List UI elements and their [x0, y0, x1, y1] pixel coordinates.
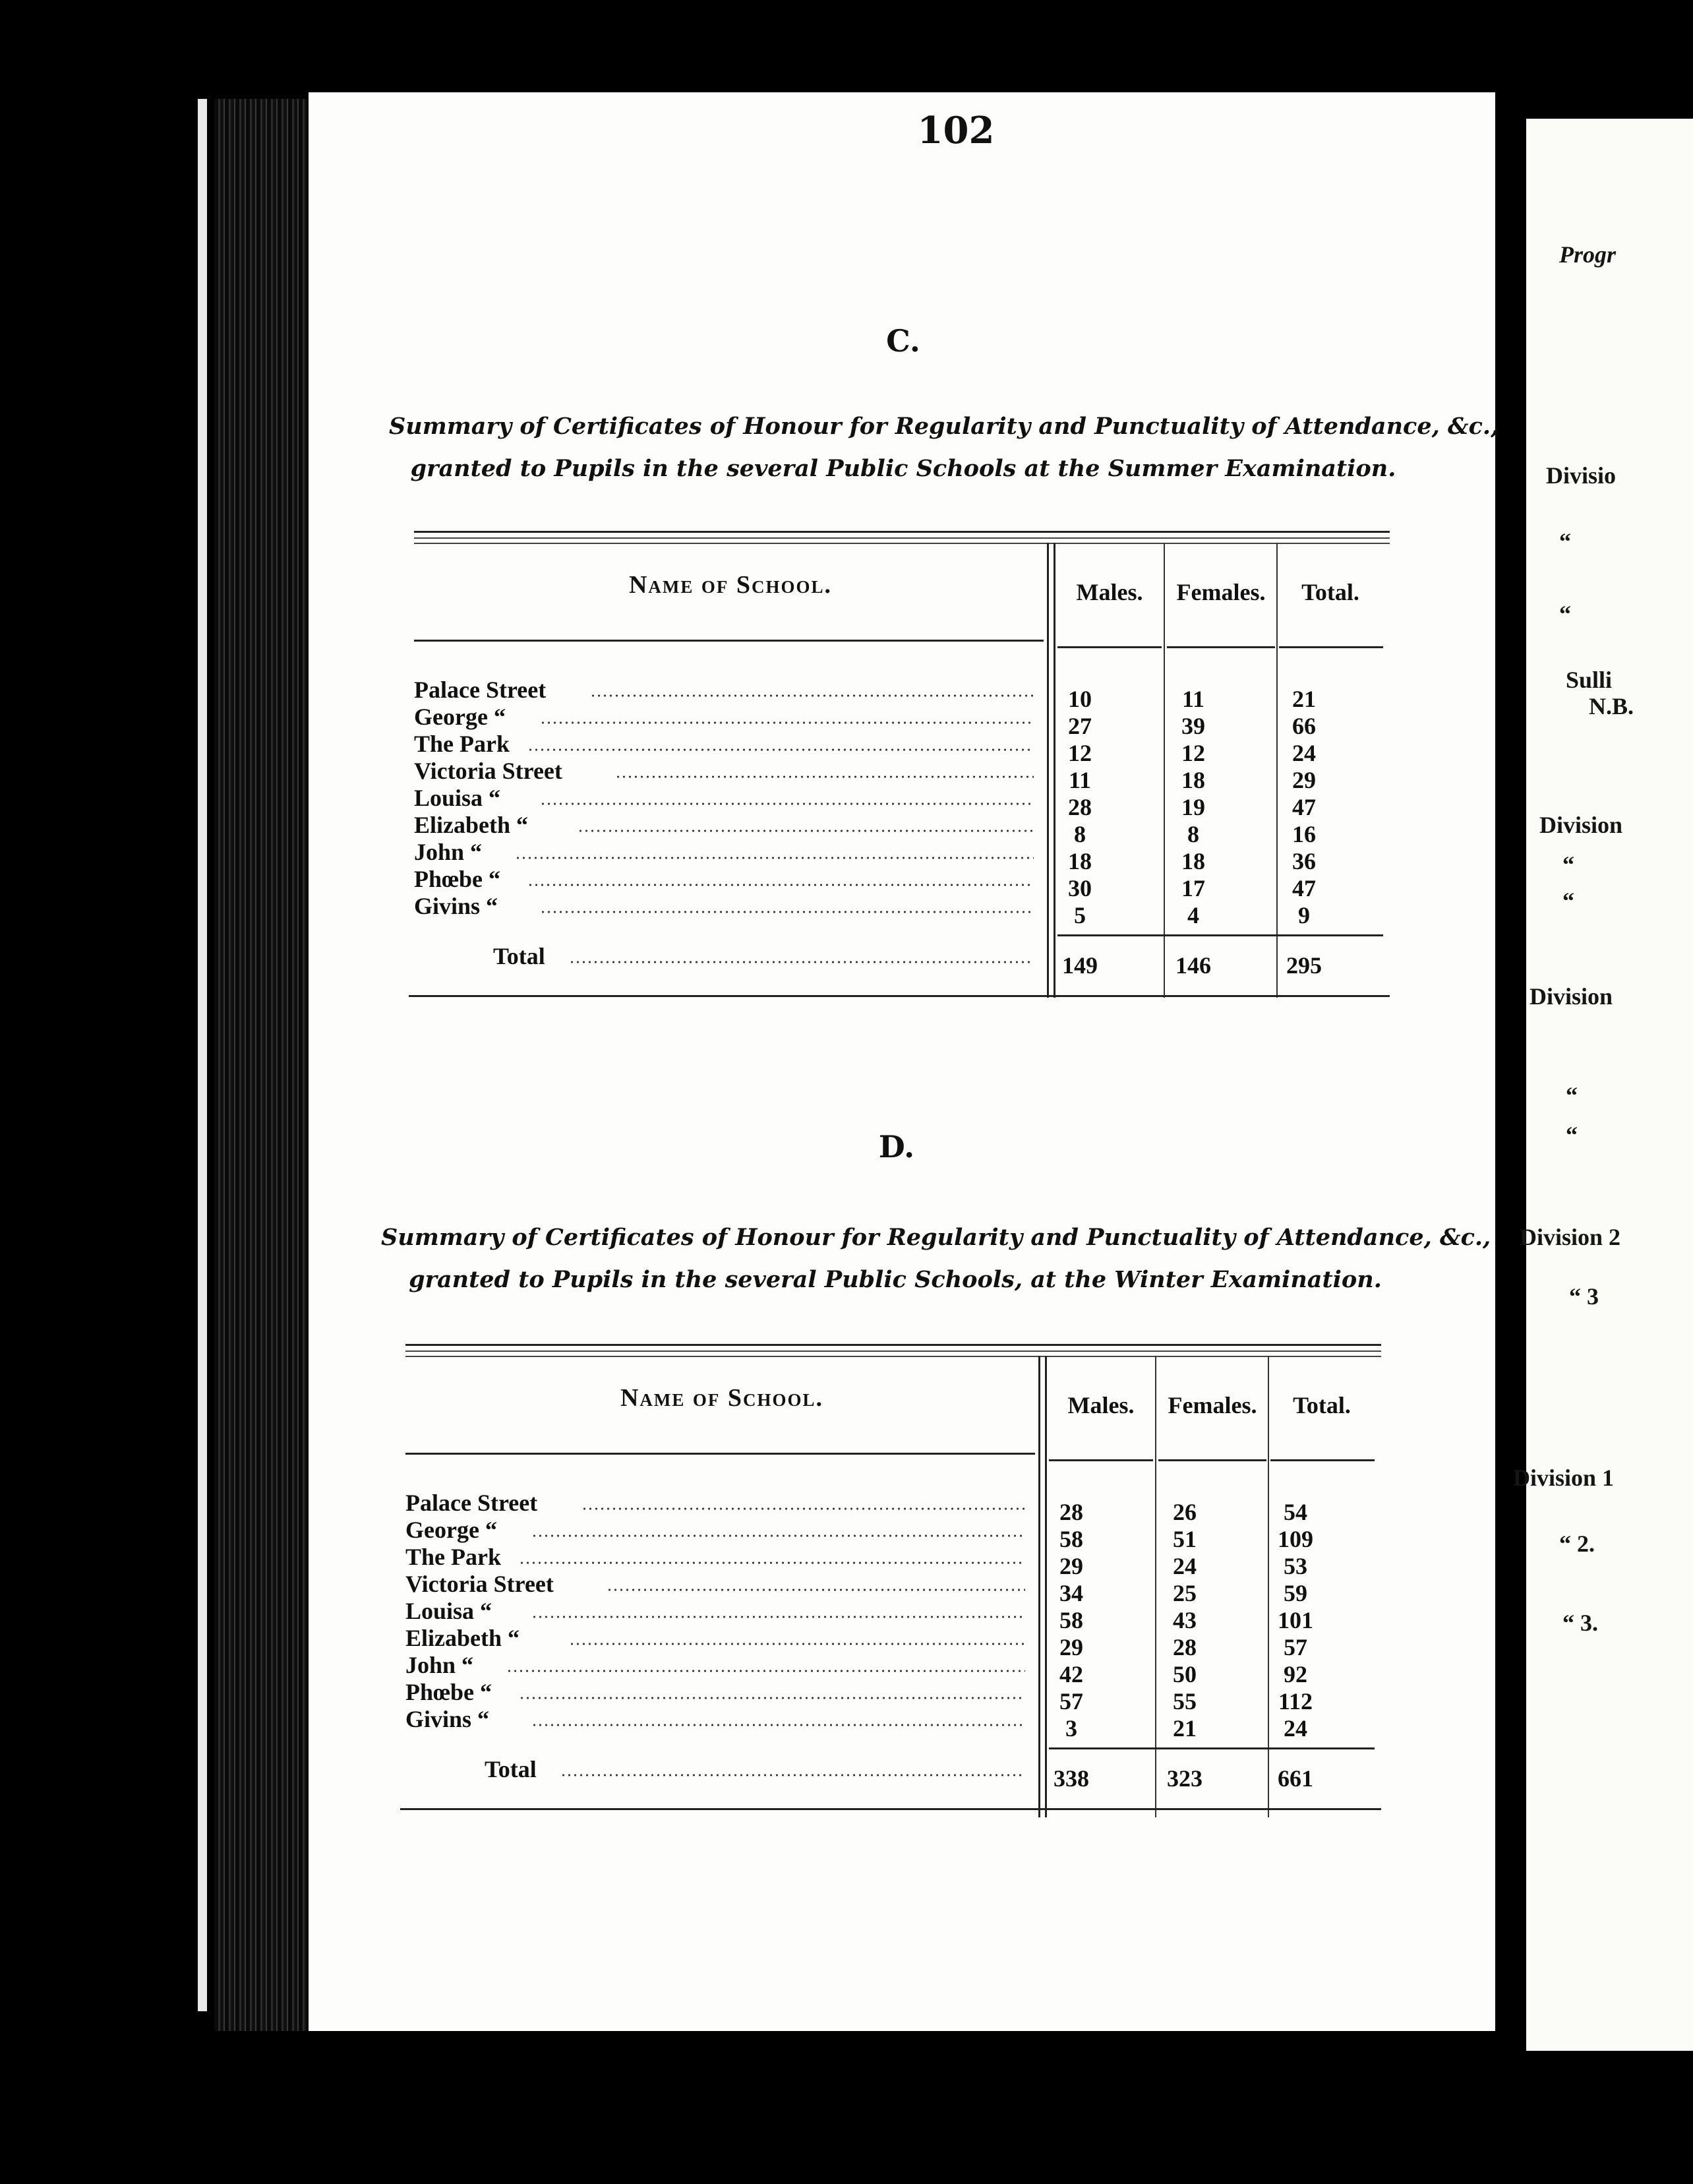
males-value: 42 [1059, 1661, 1083, 1687]
table-bottom-rule [400, 1808, 1381, 1810]
table-top-rule [414, 537, 1390, 539]
header-underline [1049, 1459, 1153, 1461]
facing-page-fragment: Division 2 [1520, 1224, 1621, 1250]
males-value: 11 [1068, 767, 1091, 793]
facing-page-fragment: “ 3 [1569, 1283, 1599, 1310]
females-value: 17 [1181, 875, 1205, 901]
school-name: Elizabeth “ [414, 812, 529, 838]
header-name-of-school: Name of School. [620, 1384, 824, 1412]
leader-dots [531, 1534, 1025, 1537]
school-name: Phœbe “ [414, 866, 501, 892]
table-top-rule [405, 1350, 1381, 1352]
header-females: Females. [1168, 1392, 1257, 1418]
certificates-table-winter [405, 1344, 1381, 1832]
total-row [405, 1755, 1381, 1792]
males-value: 3 [1065, 1715, 1077, 1742]
facing-page-fragment: N.B. [1589, 693, 1634, 719]
facing-page-fragment: “ [1562, 851, 1574, 878]
females-value: 11 [1181, 686, 1204, 712]
grand-total: 295 [1286, 952, 1322, 979]
females-value: 21 [1173, 1715, 1197, 1742]
total-label: Total [493, 943, 545, 969]
total-value: 36 [1292, 848, 1316, 874]
leader-dots [540, 803, 1034, 805]
header-underline [414, 640, 1044, 642]
total-value: 29 [1292, 767, 1316, 793]
table-row [405, 1678, 1381, 1714]
table-row [414, 703, 1390, 739]
females-total: 323 [1167, 1765, 1203, 1792]
females-value: 26 [1173, 1499, 1197, 1525]
school-name: Givins “ [414, 893, 498, 919]
certificates-table-summer [414, 531, 1390, 1012]
facing-page-fragment: Sulli [1566, 667, 1613, 693]
section-d-caption [381, 1217, 1491, 1301]
total-value: 21 [1292, 686, 1316, 712]
header-name-of-school: Name of School. [628, 571, 833, 599]
males-value: 28 [1059, 1499, 1083, 1525]
facing-page-fragment: Division 1 [1513, 1465, 1615, 1491]
males-value: 34 [1059, 1580, 1083, 1606]
females-total: 146 [1175, 952, 1211, 979]
school-name: Louisa “ [414, 785, 501, 811]
total-value: 92 [1284, 1661, 1307, 1687]
males-total: 149 [1062, 952, 1098, 979]
page-edge [198, 99, 207, 2011]
females-value: 12 [1181, 740, 1205, 766]
facing-page-fragment: “ [1559, 601, 1571, 627]
section-c-caption [389, 406, 1499, 490]
leader-dots [527, 884, 1034, 886]
table-row [414, 892, 1390, 928]
header-males: Males. [1067, 1392, 1135, 1418]
header-total: Total. [1293, 1392, 1351, 1418]
males-value: 18 [1068, 848, 1092, 874]
table-row [405, 1705, 1381, 1742]
males-value: 29 [1059, 1634, 1083, 1660]
caption-line: granted to Pupils in the several Public Schools at the Summer Examination. [410, 455, 1396, 482]
facing-page-fragment: Progr [1559, 241, 1617, 268]
school-name: Givins “ [405, 1706, 490, 1732]
females-value: 55 [1173, 1688, 1197, 1714]
total-value: 112 [1278, 1688, 1313, 1714]
total-value: 59 [1284, 1580, 1307, 1606]
leader-dots [590, 694, 1034, 697]
table-row [405, 1624, 1381, 1660]
leader-dots [581, 1507, 1025, 1510]
school-name: The Park [405, 1544, 502, 1570]
total-value: 47 [1292, 794, 1316, 820]
facing-page-fragment: “ [1559, 528, 1571, 555]
section-letter-c: C. [886, 323, 920, 359]
total-value: 109 [1278, 1526, 1313, 1552]
header-total: Total. [1301, 579, 1359, 605]
table-row [414, 784, 1390, 820]
total-value: 24 [1284, 1715, 1307, 1742]
females-value: 8 [1187, 821, 1199, 847]
facing-page-fragment: “ [1566, 1122, 1578, 1148]
females-value: 51 [1173, 1526, 1197, 1552]
females-value: 24 [1173, 1553, 1197, 1579]
total-label: Total [485, 1756, 537, 1782]
leader-dots [569, 961, 1034, 963]
table-top-rule [414, 531, 1390, 533]
males-value: 57 [1059, 1688, 1083, 1714]
total-value: 66 [1292, 713, 1316, 739]
header-males: Males. [1076, 579, 1143, 605]
leader-dots [540, 911, 1034, 913]
section-letter-d: D. [878, 1129, 915, 1165]
males-value: 30 [1068, 875, 1092, 901]
total-rule [1049, 1747, 1375, 1749]
facing-page-fragment: “ [1562, 888, 1574, 914]
table-row [405, 1516, 1381, 1552]
total-row [414, 942, 1390, 979]
total-value: 57 [1284, 1634, 1307, 1660]
facing-page [1513, 119, 1693, 2051]
table-row [405, 1651, 1381, 1687]
header-underline [405, 1453, 1035, 1455]
females-value: 50 [1173, 1661, 1197, 1687]
table-row [414, 757, 1390, 793]
leader-dots [506, 1670, 1025, 1672]
school-name: John “ [414, 839, 483, 865]
females-value: 19 [1181, 794, 1205, 820]
leader-dots [531, 1724, 1025, 1726]
males-value: 28 [1068, 794, 1092, 820]
males-value: 29 [1059, 1553, 1083, 1579]
total-value: 24 [1292, 740, 1316, 766]
males-value: 5 [1074, 902, 1086, 928]
leader-dots [519, 1562, 1025, 1564]
school-name: Palace Street [414, 677, 547, 703]
total-value: 9 [1298, 902, 1310, 928]
males-value: 10 [1068, 686, 1092, 712]
table-bottom-rule [409, 995, 1390, 997]
header-females: Females. [1176, 579, 1266, 605]
males-value: 58 [1059, 1607, 1083, 1633]
school-name: Phœbe “ [405, 1679, 492, 1705]
school-name: Elizabeth “ [405, 1625, 520, 1651]
leader-dots [560, 1774, 1025, 1776]
table-row [414, 838, 1390, 874]
total-value: 53 [1284, 1553, 1307, 1579]
table-row [414, 676, 1390, 712]
school-name: Louisa “ [405, 1598, 492, 1624]
facing-page-fragment: “ 2. [1559, 1531, 1595, 1557]
total-value: 101 [1278, 1607, 1313, 1633]
facing-page-fragment: Division [1530, 983, 1613, 1010]
females-value: 18 [1181, 767, 1205, 793]
header-underline [1158, 1459, 1266, 1461]
table-row [414, 730, 1390, 766]
leader-dots [540, 721, 1034, 724]
leader-dots [531, 1616, 1025, 1618]
table-row [405, 1570, 1381, 1606]
leader-dots [578, 830, 1034, 832]
school-name: Palace Street [405, 1490, 538, 1516]
header-underline [1279, 646, 1383, 648]
facing-page-fragment: “ [1566, 1082, 1578, 1108]
table-row [405, 1489, 1381, 1525]
females-value: 4 [1187, 902, 1199, 928]
males-value: 58 [1059, 1526, 1083, 1552]
facing-page-fragment: Division [1539, 812, 1623, 838]
grand-total: 661 [1278, 1765, 1313, 1792]
leader-dots [607, 1589, 1025, 1591]
facing-page-fragment: Divisio [1546, 462, 1617, 489]
females-value: 25 [1173, 1580, 1197, 1606]
leader-dots [515, 857, 1034, 859]
males-total: 338 [1054, 1765, 1089, 1792]
table-top-rule [414, 543, 1390, 544]
table-row [414, 811, 1390, 847]
school-name: George “ [414, 704, 506, 730]
total-value: 16 [1292, 821, 1316, 847]
facing-page-fragment: “ 3. [1562, 1610, 1598, 1636]
caption-line: Summary of Certificates of Honour for Regularity and Punctuality of Attendance, &c., [381, 1224, 1491, 1251]
leader-dots [519, 1697, 1025, 1699]
table-row [405, 1543, 1381, 1579]
table-row [414, 865, 1390, 901]
book-binding [214, 99, 307, 2031]
table-top-rule [405, 1356, 1381, 1357]
females-value: 39 [1181, 713, 1205, 739]
females-value: 18 [1181, 848, 1205, 874]
table-row [405, 1597, 1381, 1633]
leader-dots [615, 775, 1034, 778]
males-value: 27 [1068, 713, 1092, 739]
header-underline [1270, 1459, 1375, 1461]
table-top-rule [405, 1344, 1381, 1346]
page-number: 102 [917, 109, 995, 152]
females-value: 28 [1173, 1634, 1197, 1660]
caption-line: Summary of Certificates of Honour for Regularity and Punctuality of Attendance, &c., [389, 413, 1499, 440]
males-value: 8 [1074, 821, 1086, 847]
females-value: 43 [1173, 1607, 1197, 1633]
header-underline [1057, 646, 1162, 648]
school-name: The Park [414, 731, 510, 757]
school-name: Victoria Street [414, 758, 562, 784]
males-value: 12 [1068, 740, 1092, 766]
header-underline [1167, 646, 1275, 648]
school-name: Victoria Street [405, 1571, 554, 1597]
total-value: 54 [1284, 1499, 1307, 1525]
school-name: George “ [405, 1517, 497, 1543]
school-name: John “ [405, 1652, 474, 1678]
leader-dots [527, 748, 1034, 751]
caption-line: granted to Pupils in the several Public Schools, at the Winter Examination. [409, 1266, 1382, 1293]
total-value: 47 [1292, 875, 1316, 901]
leader-dots [569, 1643, 1025, 1645]
total-rule [1057, 934, 1383, 936]
